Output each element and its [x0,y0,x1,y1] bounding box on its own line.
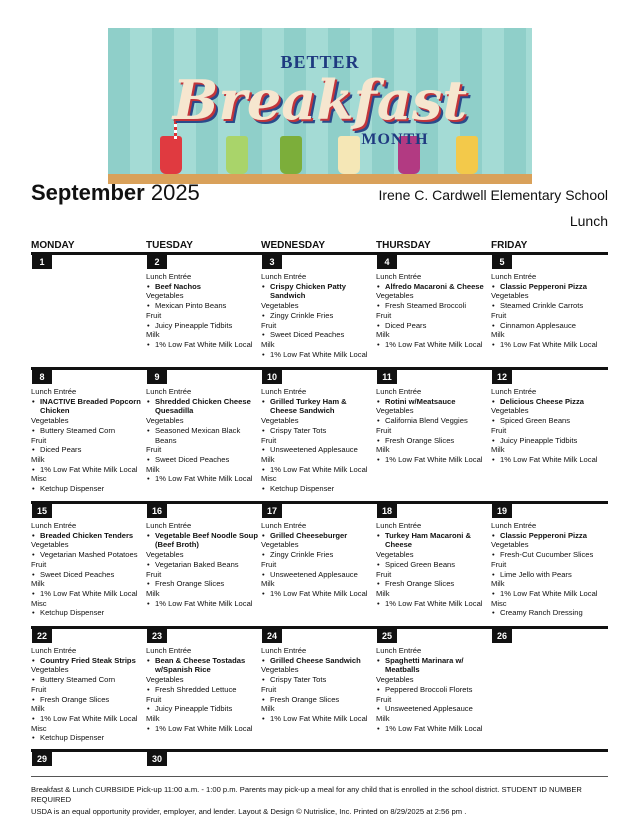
menu-category: Milk [31,454,45,464]
date-number: 5 [492,255,512,269]
menu-entree-item: • Classic Pepperoni Pizza [491,282,604,292]
menu-entree-item: • Breaded Chicken Tenders [31,531,144,541]
footer-pickup-note: Breakfast & Lunch CURBSIDE Pick-up 11:00 a.m. - 1:00 p.m. Parents may pick-up a meal for any child that is enrolled in the school district. STUDENT ID NUMBER REQUIRED [31,785,582,804]
date-number: 2 [147,255,167,269]
menu-item: • Vegetarian Mashed Potatoes [31,550,144,560]
menu-item: • Unsweetened Applesauce [261,445,374,455]
menu-item: • 1% Low Fat White Milk Local [491,455,604,465]
date-number: 25 [377,629,397,643]
menu-category: Lunch Entrée [146,387,192,396]
menu-item: • 1% Low Fat White Milk Local [491,340,604,350]
menu-category: Fruit [31,559,47,569]
menu-item: • Ketchup Dispenser [31,608,144,618]
week-divider [31,252,608,255]
menu-item: • Fresh Orange Slices [376,436,489,446]
menu-entree-item: • Vegetable Beef Noodle Soup (Beef Broth) [146,531,259,550]
day-menu-cell [491,387,604,465]
menu-category: Misc [491,598,507,608]
day-header-wednesday: WEDNESDAY [261,240,326,251]
menu-item: • Zingy Crinkle Fries [261,550,374,560]
menu-category: Vegetables [376,550,414,560]
date-number: 30 [147,752,167,766]
menu-entree-item: • Grilled Turkey Ham & Cheese Sandwich [261,397,374,416]
date-number: 18 [377,504,397,518]
date-number: 23 [147,629,167,643]
menu-category: Fruit [376,425,392,435]
menu-category: Milk [376,588,390,598]
menu-category: Lunch Entrée [261,387,307,396]
menu-item: • Fresh-Cut Cucumber Slices [491,550,604,560]
menu-entree-item: • Alfredo Macaroni & Cheese [376,282,489,292]
menu-item: • Diced Pears [31,445,144,455]
menu-item: • Spiced Green Beans [491,416,604,426]
footer-divider [31,776,608,777]
menu-category: Lunch Entrée [31,521,77,530]
week-divider [31,367,608,370]
date-number: 10 [262,370,282,384]
date-number: 12 [492,370,512,384]
menu-category: Fruit [261,559,277,569]
menu-item: • 1% Low Fat White Milk Local [31,589,144,599]
week-divider [31,626,608,629]
footer-usda-note: USDA is an equal opportunity provider, employer, and lender. Layout & Design © Nutrislice, Inc. Printed on 8/29/2025 at 2:56 pm . [31,807,467,816]
banner-month: MONTH [361,131,429,148]
menu-category: Vegetables [491,406,529,416]
calendar-month-title [31,180,200,206]
menu-item: • Sweet Diced Peaches [261,330,374,340]
menu-item: • Ketchup Dispenser [31,484,144,494]
menu-item: • 1% Low Fat White Milk Local [31,714,144,724]
menu-item: • Crispy Tater Tots [261,675,374,685]
menu-category: Fruit [491,310,507,320]
day-menu-cell [146,521,259,608]
date-number: 9 [147,370,167,384]
school-name: Irene C. Cardwell Elementary School [378,187,608,203]
menu-category: Milk [146,713,160,723]
menu-category: Lunch Entrée [376,521,422,530]
menu-item: • Fresh Steamed Broccoli [376,301,489,311]
menu-item: • Crispy Tater Tots [261,426,374,436]
week-divider [31,501,608,504]
menu-category: Milk [491,330,505,340]
menu-item: • Fresh Orange Slices [261,695,374,705]
menu-category: Vegetables [261,416,299,426]
menu-category: Vegetables [376,291,414,301]
menu-category: Lunch Entrée [491,387,537,396]
menu-category: Misc [31,474,47,484]
menu-category: Vegetables [376,406,414,416]
menu-item: • Sweet Diced Peaches [31,570,144,580]
menu-category: Misc [261,474,277,484]
menu-category: Vegetables [31,416,69,426]
menu-category: Milk [376,445,390,455]
menu-category: Lunch Entrée [376,387,422,396]
menu-category: Lunch Entrée [261,521,307,530]
menu-item: • Juicy Pineapple Tidbits [491,436,604,446]
menu-entree-item: • Turkey Ham Macaroni & Cheese [376,531,489,550]
menu-item: • Peppered Broccoli Florets [376,685,489,695]
menu-item: • Fresh Orange Slices [31,695,144,705]
menu-item: • Fresh Shredded Lettuce [146,685,259,695]
menu-entree-item: • INACTIVE Breaded Popcorn Chicken [31,397,144,416]
menu-item: • 1% Low Fat White Milk Local [31,465,144,475]
date-number: 15 [32,504,52,518]
menu-category: Vegetables [376,675,414,685]
menu-category: Milk [261,454,275,464]
day-menu-cell [31,646,144,743]
menu-item: • Mexican Pinto Beans [146,301,259,311]
date-number: 1 [32,255,52,269]
menu-item: • 1% Low Fat White Milk Local [376,599,489,609]
menu-category: Lunch Entrée [376,272,422,281]
menu-item: • Buttery Steamed Corn [31,426,144,436]
menu-category: Lunch Entrée [491,272,537,281]
menu-category: Fruit [376,569,392,579]
date-number: 3 [262,255,282,269]
menu-entree-item: • Grilled Cheeseburger [261,531,374,541]
menu-category: Milk [146,464,160,474]
date-number: 16 [147,504,167,518]
menu-category: Vegetables [146,416,184,426]
menu-entree-item: • Rotini w/Meatsauce [376,397,489,407]
date-number: 26 [492,629,512,643]
menu-entree-item: • Bean & Cheese Tostadas w/Spanish Rice [146,656,259,675]
menu-category: Vegetables [261,665,299,675]
date-number: 17 [262,504,282,518]
day-menu-cell [31,521,144,618]
date-number: 8 [32,370,52,384]
menu-item: • Diced Pears [376,321,489,331]
menu-entree-item: • Beef Nachos [146,282,259,292]
menu-item: • Ketchup Dispenser [31,733,144,743]
menu-item: • 1% Low Fat White Milk Local [146,340,259,350]
date-number: 19 [492,504,512,518]
menu-item: • Juicy Pineapple Tidbits [146,321,259,331]
menu-item: • 1% Low Fat White Milk Local [146,724,259,734]
day-menu-cell [376,521,489,608]
menu-category: Fruit [261,320,277,330]
date-number: 24 [262,629,282,643]
menu-category: Milk [491,445,505,455]
menu-category: Fruit [491,559,507,569]
meal-type: Lunch [569,213,608,229]
menu-item: • 1% Low Fat White Milk Local [261,589,374,599]
menu-category: Vegetables [491,291,529,301]
day-menu-cell [261,387,374,494]
month-name: September [31,180,145,205]
menu-category: Vegetables [31,665,69,675]
menu-item: • Vegetarian Baked Beans [146,560,259,570]
menu-item: • Unsweetened Applesauce [261,570,374,580]
menu-category: Milk [491,579,505,589]
menu-category: Milk [31,579,45,589]
menu-entree-item: • Classic Pepperoni Pizza [491,531,604,541]
menu-item: • Ketchup Dispenser [261,484,374,494]
menu-category: Fruit [261,435,277,445]
menu-category: Milk [261,339,275,349]
menu-item: • 1% Low Fat White Milk Local [491,589,604,599]
banner-better: BETTER [280,52,360,72]
menu-category: Milk [376,713,390,723]
date-number: 29 [32,752,52,766]
day-header-thursday: THURSDAY [376,240,431,251]
menu-category: Vegetables [491,540,529,550]
day-menu-cell [261,646,374,724]
menu-category: Milk [261,579,275,589]
menu-item: • Zingy Crinkle Fries [261,311,374,321]
day-menu-cell [376,387,489,465]
day-menu-cell [146,387,259,484]
menu-item: • 1% Low Fat White Milk Local [146,599,259,609]
menu-entree-item: • Crispy Chicken Patty Sandwich [261,282,374,301]
menu-item: • 1% Low Fat White Milk Local [376,724,489,734]
menu-category: Fruit [146,445,162,455]
menu-category: Lunch Entrée [261,272,307,281]
menu-item: • Sweet Diced Peaches [146,455,259,465]
menu-category: Vegetables [146,550,184,560]
day-menu-cell [491,272,604,350]
menu-category: Milk [31,704,45,714]
day-menu-cell [31,387,144,494]
menu-category: Lunch Entrée [146,646,192,655]
menu-category: Fruit [31,684,47,694]
menu-item: • Seasoned Mexican Black Beans [146,426,259,445]
menu-item: • California Blend Veggies [376,416,489,426]
menu-category: Fruit [376,310,392,320]
day-menu-cell [376,272,489,350]
day-menu-cell [376,646,489,733]
menu-item: • 1% Low Fat White Milk Local [261,714,374,724]
menu-item: • 1% Low Fat White Milk Local [376,455,489,465]
week-divider [31,749,608,752]
menu-category: Milk [146,330,160,340]
menu-category: Milk [376,330,390,340]
year: 2025 [150,180,200,205]
menu-category: Fruit [491,425,507,435]
menu-category: Lunch Entrée [376,646,422,655]
day-header-tuesday: TUESDAY [146,240,193,251]
menu-category: Fruit [261,684,277,694]
menu-category: Fruit [31,435,47,445]
menu-category: Vegetables [146,291,184,301]
date-number: 11 [377,370,397,384]
menu-item: • 1% Low Fat White Milk Local [376,340,489,350]
menu-item: • Creamy Ranch Dressing [491,608,604,618]
menu-item: • Spiced Green Beans [376,560,489,570]
menu-category: Fruit [376,694,392,704]
menu-entree-item: • Delicious Cheese Pizza [491,397,604,407]
menu-category: Fruit [146,310,162,320]
menu-category: Fruit [146,569,162,579]
menu-category: Misc [31,598,47,608]
menu-item: • 1% Low Fat White Milk Local [261,350,374,360]
menu-item: • 1% Low Fat White Milk Local [146,474,259,484]
menu-category: Lunch Entrée [31,646,77,655]
menu-entree-item: • Shredded Chicken Cheese Quesadilla [146,397,259,416]
day-menu-cell [146,272,259,350]
day-header-friday: FRIDAY [491,240,528,251]
menu-category: Lunch Entrée [261,646,307,655]
menu-category: Fruit [146,694,162,704]
menu-category: Vegetables [31,540,69,550]
menu-item: • Fresh Orange Slices [146,579,259,589]
menu-item: • Steamed Crinkle Carrots [491,301,604,311]
day-menu-cell [261,272,374,359]
menu-item: • Unsweetened Applesauce [376,704,489,714]
day-menu-cell [491,521,604,618]
day-menu-cell [261,521,374,599]
menu-category: Lunch Entrée [491,521,537,530]
menu-entree-item: • Grilled Cheese Sandwich [261,656,374,666]
date-number: 4 [377,255,397,269]
menu-item: • Buttery Steamed Corn [31,675,144,685]
menu-category: Lunch Entrée [146,521,192,530]
menu-category: Milk [146,588,160,598]
menu-category: Lunch Entrée [146,272,192,281]
breakfast-banner [108,28,532,184]
menu-item: • Lime Jello with Pears [491,570,604,580]
menu-category: Vegetables [146,675,184,685]
menu-category: Vegetables [261,540,299,550]
date-number: 22 [32,629,52,643]
day-header-monday: MONDAY [31,240,75,251]
menu-entree-item: • Spaghetti Marinara w/ Meatballs [376,656,489,675]
menu-entree-item: • Country Fried Steak Strips [31,656,144,666]
menu-category: Vegetables [261,301,299,311]
menu-item: • Fresh Orange Slices [376,579,489,589]
menu-item: • Cinnamon Applesauce [491,321,604,331]
menu-category: Lunch Entrée [31,387,77,396]
menu-item: • Juicy Pineapple Tidbits [146,704,259,714]
menu-category: Milk [261,704,275,714]
menu-item: • 1% Low Fat White Milk Local [261,465,374,475]
day-menu-cell [146,646,259,733]
menu-category: Misc [31,723,47,733]
banner-breakfast: Breakfast [172,68,468,132]
